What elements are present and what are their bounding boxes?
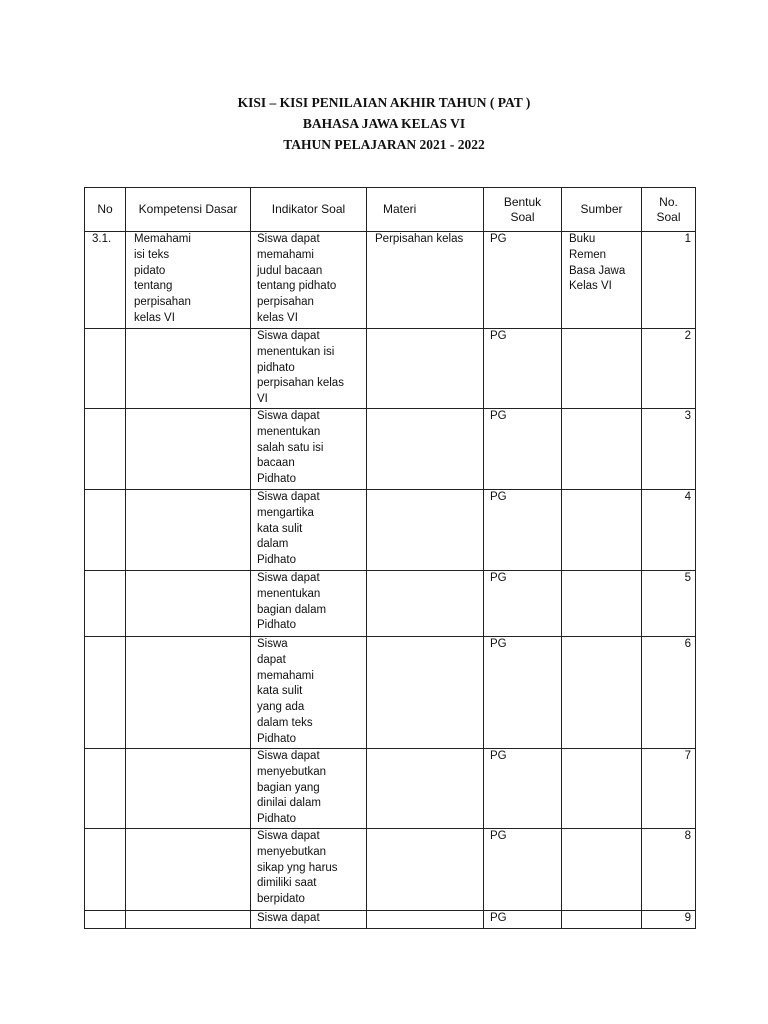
row-sumber-cell (562, 571, 642, 637)
table-row (85, 571, 696, 637)
row-no-soal: 3 (684, 410, 691, 422)
table-row (85, 829, 696, 911)
row-sumber-cell (562, 232, 642, 329)
row-sumber-cell (562, 749, 642, 829)
row-indikator-soal-cell (251, 749, 367, 829)
row-bentuk-soal-cell (484, 637, 562, 749)
row-indikator-soal-cell (251, 571, 367, 637)
row-no-soal: 1 (684, 233, 691, 245)
row-indikator-soal: Siswa dapat menyebutkan sikap yng harus dimiliki saat berpidato (257, 830, 338, 906)
row-kompetensi-dasar-cell (126, 749, 251, 829)
row-kompetensi-dasar-cell (126, 829, 251, 911)
header-indikator-soal: Indikator Soal (251, 188, 367, 232)
row-sumber-cell (562, 329, 642, 409)
row-sumber-cell (562, 829, 642, 911)
header-bentuk-soal: Bentuk Soal (484, 188, 562, 232)
title-line-2: BAHASA JAWA KELAS VI (302, 116, 466, 131)
row-bentuk-soal: PG (490, 638, 507, 650)
table-row (85, 329, 696, 409)
row-kompetensi-dasar-cell (126, 490, 251, 571)
row-indikator-soal-cell (251, 490, 367, 571)
row-sumber-cell (562, 409, 642, 490)
row-materi-cell (367, 571, 484, 637)
document-title (0, 92, 768, 155)
row-indikator-soal: Siswa dapat memahami kata sulit yang ada dalam teks Pidhato (257, 638, 314, 745)
row-indikator-soal-cell (251, 409, 367, 490)
row-no: 3.1. (92, 233, 112, 245)
row-kompetensi-dasar-cell (126, 329, 251, 409)
table-row (85, 911, 696, 929)
row-bentuk-soal-cell (484, 409, 562, 490)
row-materi-cell (367, 232, 484, 329)
header-kompetensi-dasar: Kompetensi Dasar (126, 188, 251, 232)
row-sumber-cell (562, 911, 642, 929)
row-bentuk-soal-cell (484, 749, 562, 829)
table-row (85, 409, 696, 490)
row-no-soal-cell (642, 911, 696, 929)
row-no-soal-cell (642, 232, 696, 329)
row-no-soal: 4 (684, 491, 691, 503)
row-bentuk-soal: PG (490, 750, 507, 762)
row-no-cell (85, 490, 126, 571)
row-bentuk-soal: PG (490, 491, 507, 503)
row-bentuk-soal-cell (484, 571, 562, 637)
row-bentuk-soal: PG (490, 830, 507, 842)
row-no-soal-cell (642, 829, 696, 911)
row-bentuk-soal: PG (490, 233, 507, 245)
row-bentuk-soal-cell (484, 490, 562, 571)
table-row (85, 232, 696, 329)
table-body (85, 232, 696, 929)
row-kompetensi-dasar: Memahami isi teks pidato tentang perpisahan kelas VI (134, 233, 191, 324)
row-no-soal: 8 (684, 830, 691, 842)
row-materi-cell (367, 749, 484, 829)
row-kompetensi-dasar-cell (126, 637, 251, 749)
row-no-cell (85, 749, 126, 829)
table-row (85, 749, 696, 829)
row-bentuk-soal: PG (490, 572, 507, 584)
header-no-soal: No. Soal (642, 188, 696, 232)
row-indikator-soal-cell (251, 232, 367, 329)
row-indikator-soal: Siswa dapat menentukan salah satu isi bacaan Pidhato (257, 410, 324, 486)
row-bentuk-soal-cell (484, 232, 562, 329)
row-materi-cell (367, 637, 484, 749)
row-sumber-cell (562, 490, 642, 571)
row-no-cell (85, 829, 126, 911)
row-no-soal-cell (642, 490, 696, 571)
row-no-soal-cell (642, 329, 696, 409)
row-bentuk-soal-cell (484, 911, 562, 929)
row-indikator-soal: Siswa dapat menentukan bagian dalam Pidhato (257, 572, 327, 632)
title-line-3: TAHUN PELAJARAN 2021 - 2022 (283, 137, 485, 152)
row-materi-cell (367, 911, 484, 929)
row-indikator-soal: Siswa dapat memahami judul bacaan tentang pidhato perpisahan kelas VI (257, 233, 337, 324)
header-sumber: Sumber (562, 188, 642, 232)
row-no-cell (85, 911, 126, 929)
row-no-soal: 6 (684, 638, 691, 650)
row-no-soal-cell (642, 749, 696, 829)
row-bentuk-soal: PG (490, 410, 507, 422)
row-no-soal: 7 (684, 750, 691, 762)
row-no-cell (85, 571, 126, 637)
row-bentuk-soal: PG (490, 330, 507, 342)
row-no-cell (85, 637, 126, 749)
row-kompetensi-dasar-cell (126, 232, 251, 329)
row-no-soal-cell (642, 571, 696, 637)
row-indikator-soal-cell (251, 829, 367, 911)
row-sumber-cell (562, 637, 642, 749)
title-line-1: KISI – KISI PENILAIAN AKHIR TAHUN ( PAT ) (237, 95, 531, 110)
row-no-cell (85, 409, 126, 490)
row-materi-cell (367, 409, 484, 490)
row-kompetensi-dasar-cell (126, 911, 251, 929)
table-row (85, 637, 696, 749)
row-no-soal: 9 (684, 912, 691, 924)
row-indikator-soal: Siswa dapat menentukan isi pidhato perpisahan kelas VI (257, 330, 344, 406)
row-indikator-soal: Siswa dapat (257, 912, 320, 924)
row-no-soal: 2 (684, 330, 691, 342)
row-sumber: Buku Remen Basa Jawa Kelas VI (569, 233, 626, 293)
row-no-cell (85, 232, 126, 329)
table-header-row (85, 188, 696, 232)
row-kompetensi-dasar-cell (126, 571, 251, 637)
row-indikator-soal: Siswa dapat menyebutkan bagian yang dinilai dalam Pidhato (257, 750, 327, 826)
row-indikator-soal-cell (251, 637, 367, 749)
row-no-soal-cell (642, 637, 696, 749)
row-kompetensi-dasar-cell (126, 409, 251, 490)
row-bentuk-soal: PG (490, 912, 507, 924)
row-indikator-soal-cell (251, 329, 367, 409)
row-materi-cell (367, 490, 484, 571)
row-no-soal-cell (642, 409, 696, 490)
row-materi: Perpisahan kelas (375, 233, 464, 245)
row-indikator-soal: Siswa dapat mengartika kata sulit dalam Pidhato (257, 491, 320, 567)
table-row (85, 490, 696, 571)
row-no-cell (85, 329, 126, 409)
row-indikator-soal-cell (251, 911, 367, 929)
header-no: No (85, 188, 126, 232)
row-bentuk-soal-cell (484, 829, 562, 911)
row-bentuk-soal-cell (484, 329, 562, 409)
header-materi: Materi (367, 188, 484, 232)
row-no-soal: 5 (684, 572, 691, 584)
row-materi-cell (367, 329, 484, 409)
kisi-kisi-table (84, 187, 696, 929)
row-materi-cell (367, 829, 484, 911)
